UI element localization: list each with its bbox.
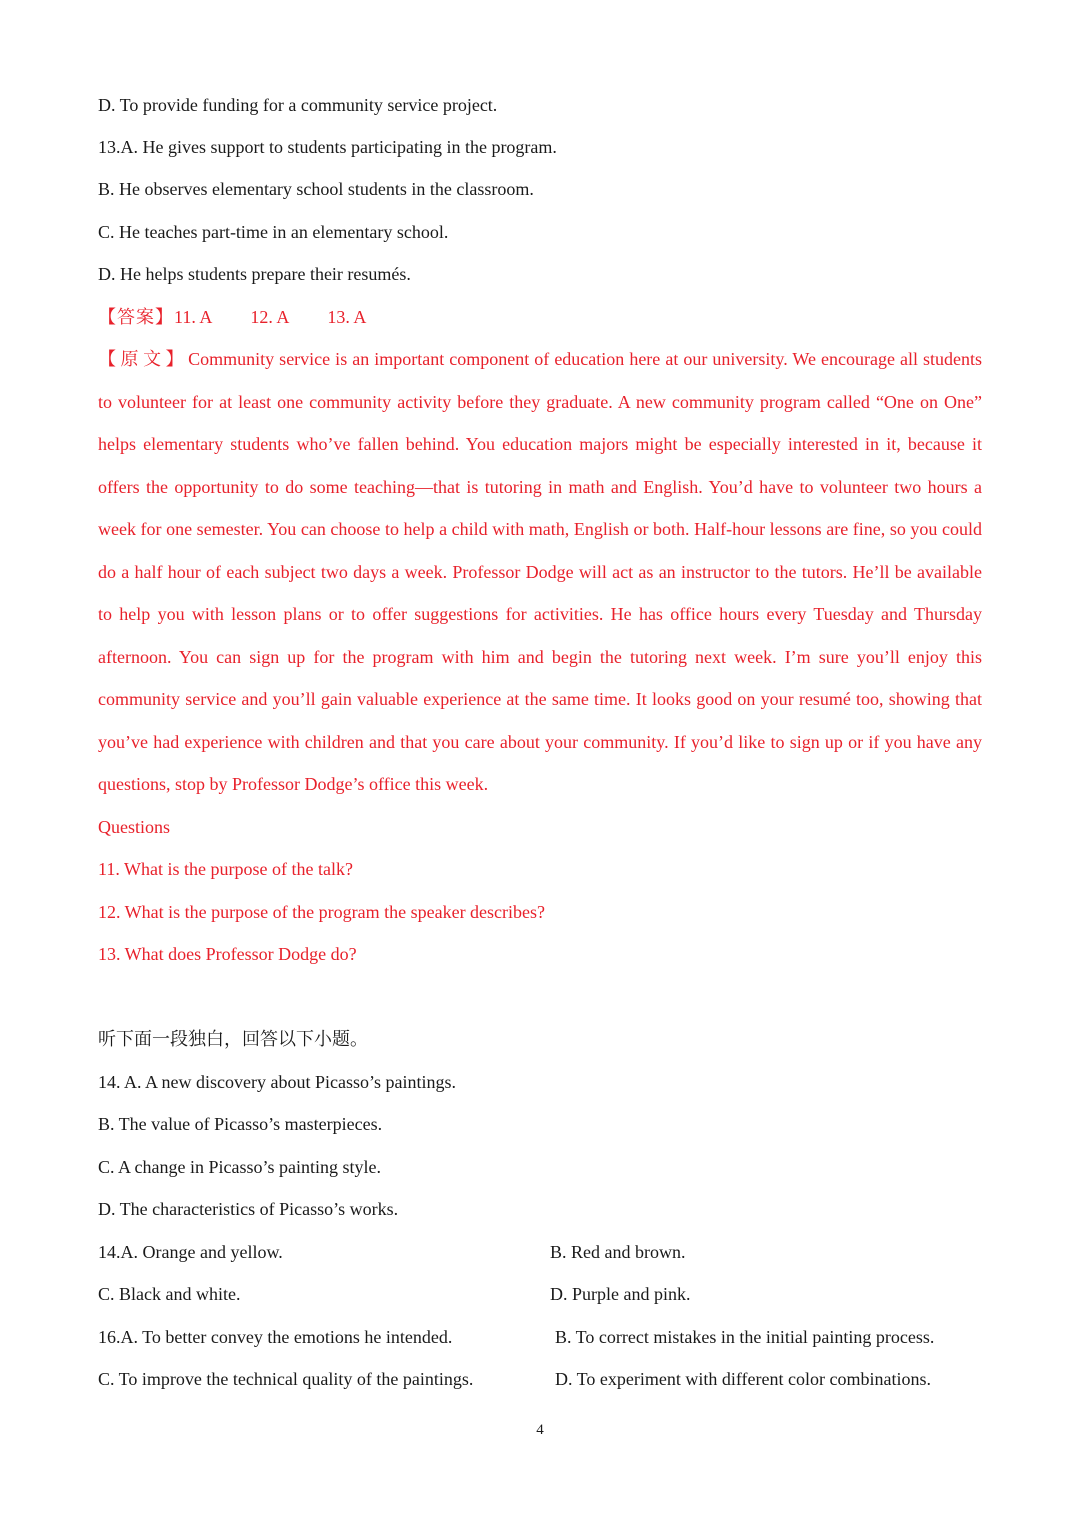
answer-item: 12. A: [250, 307, 290, 327]
q16-option-c: C. To improve the technical quality of the paintings.: [98, 1369, 474, 1389]
answer-label: 【答案】: [98, 307, 174, 327]
q15-option-a: 14.A. Orange and yellow.: [98, 1242, 283, 1262]
transcript-label: 【原文】: [98, 349, 189, 369]
q14-option-c: C. A change in Picasso’s painting style.: [98, 1157, 381, 1177]
answer-key: [98, 306, 366, 328]
page-number: 4: [536, 1422, 544, 1438]
q14-option-d: D. The characteristics of Picasso’s works.: [98, 1199, 399, 1219]
q14-option-b: B. The value of Picasso’s masterpieces.: [98, 1114, 383, 1134]
q16-option-a: 16.A. To better convey the emotions he intended.: [98, 1327, 453, 1347]
q13-option-c: C. He teaches part-time in an elementary school.: [98, 222, 449, 242]
q13-option-d: D. He helps students prepare their resumés.: [98, 264, 411, 284]
transcript-text: Community service is an important component of education here at our university. We encourage all students to volunteer for at least one community activity before they graduate. A new community program called “One on One” helps elementary students who’ve fallen behind. You education majors might be especially interested in it, because it offers the opportunity to do some teaching—that is tutoring in math and English. You’d have to volunteer two hours a week for one semester. You can choose to help a child with math, English or both. Half-hour lessons are fine, so you could do a half hour of each subject two days a week. Professor Dodge will act as an instructor to the tutors. He’ll be available to help you with lesson plans or to offer suggestions for activities. He has office hours every Tuesday and Thursday afternoon. You can sign up for the program with him and begin the tutoring next week. I’m sure you’ll enjoy this community service and you’ll gain valuable experience at the same time. It looks good on your resumé too, showing that you’ve had experience with children and that you care about your community. If you’d like to sign up or if you have any questions, stop by Professor Dodge’s office this week.: [98, 349, 982, 794]
q13-option-b: B. He observes elementary school students in the classroom.: [98, 179, 534, 199]
q13-option-a: 13.A. He gives support to students participating in the program.: [98, 137, 557, 157]
q12-option-d: D. To provide funding for a community service project.: [98, 95, 498, 115]
transcript-paragraph: [98, 338, 982, 806]
question-item: 12. What is the purpose of the program the speaker describes?: [98, 902, 546, 922]
q16-option-b: B. To correct mistakes in the initial painting process.: [555, 1327, 935, 1347]
questions-heading: Questions: [98, 817, 170, 837]
answer-item: 11. A: [174, 307, 213, 327]
q15-option-b: B. Red and brown.: [550, 1242, 686, 1262]
question-item: 11. What is the purpose of the talk?: [98, 859, 353, 879]
q14-option-a: 14. A. A new discovery about Picasso’s paintings.: [98, 1072, 456, 1092]
q15-option-c: C. Black and white.: [98, 1284, 241, 1304]
q15-option-d: D. Purple and pink.: [550, 1284, 691, 1304]
q16-option-d: D. To experiment with different color combinations.: [555, 1369, 931, 1389]
question-item: 13. What does Professor Dodge do?: [98, 944, 357, 964]
section-instruction: 听下面一段独白，回答以下小题。: [98, 1029, 368, 1049]
answer-item: 13. A: [327, 307, 367, 327]
